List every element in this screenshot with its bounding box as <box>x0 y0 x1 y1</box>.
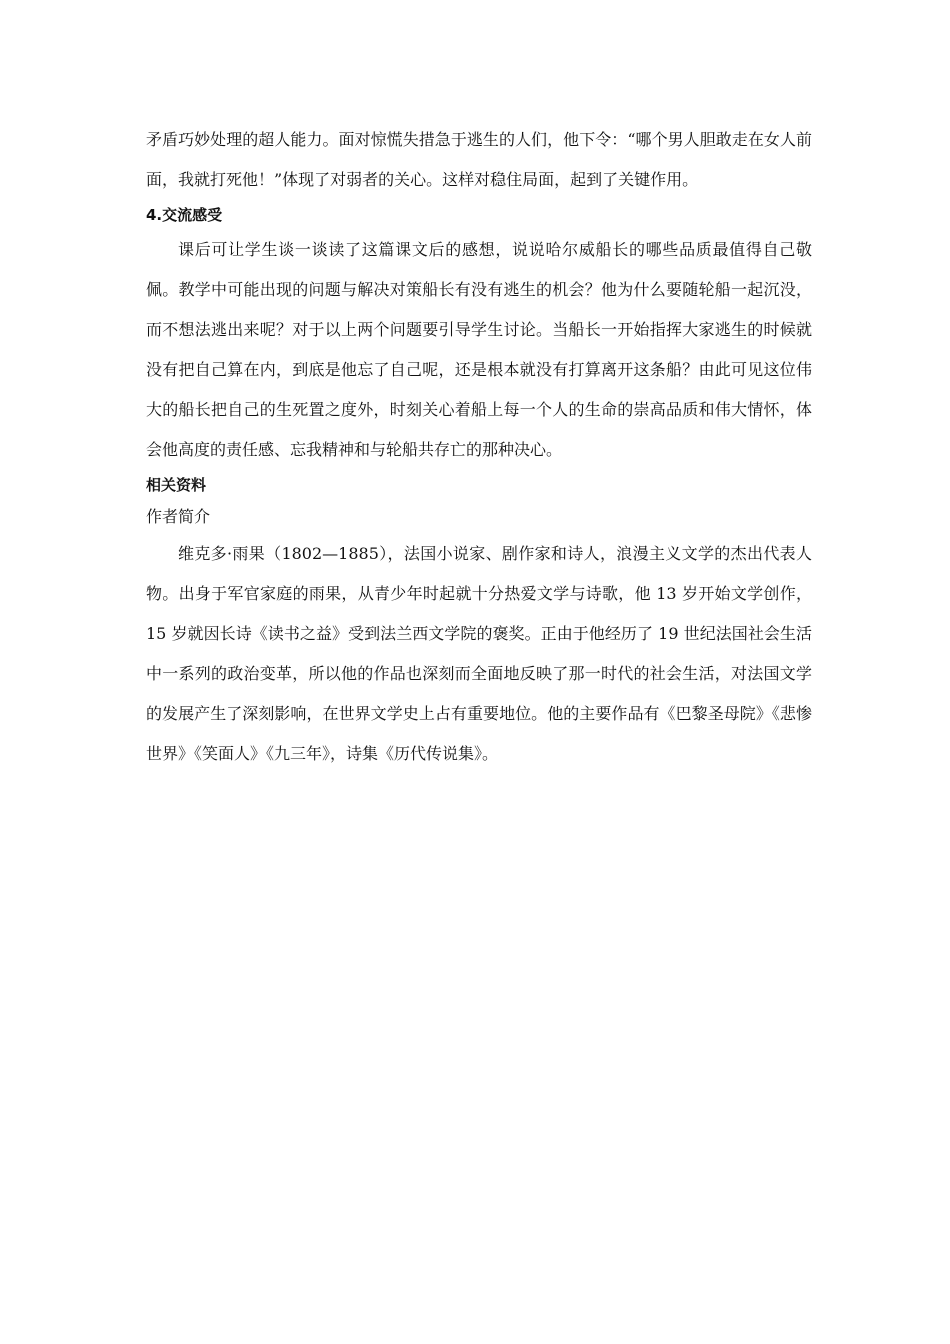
paragraph-exchange-feelings: 课后可让学生谈一谈读了这篇课文后的感想，说说哈尔威船长的哪些品质最值得自己敬佩。教学中可能出现的问题与解决对策船长有没有逃生的机会？他为什么要随轮船一起沉没，而不想法逃出来呢？对于以上两个问题要引导学生讨论。当船长一开始指挥大家逃生的时候就没有把自己算在内，到底是他忘了自己呢，还是根本就没有打算离开这条船？由此可见这位伟大的船长把自己的生死置之度外，时刻关心着船上每一个人的生命的崇高品质和伟大情怀，体会他高度的责任感、忘我精神和与轮船共存亡的那种决心。 <box>146 240 812 459</box>
document-page <box>146 120 812 774</box>
subheading-author-intro: 作者简介 <box>146 507 211 526</box>
paragraph-author-bio: 维克多·雨果（1802—1885），法国小说家、剧作家和诗人，浪漫主义文学的杰出代表人物。出身于军官家庭的雨果，从青少年时起就十分热爱文学与诗歌，他 13 岁开始文学创作，15 岁就因长诗《读书之益》受到法兰西文学院的褒奖。正由于他经历了 19 世纪法国社会生活中一系列的政治变革，所以他的作品也深刻而全面地反映了那一时代的社会生活，对法国文学的发展产生了深刻影响，在世界文学史上占有重要地位。他的主要作品有《巴黎圣母院》《悲惨世界》《笑面人》《九三年》，诗集《历代传说集》。 <box>146 544 812 763</box>
section-heading-exchange: 4.交流感受 <box>146 206 223 224</box>
section-heading-related-materials: 相关资料 <box>146 476 207 494</box>
paragraph-captain-ability: 矛盾巧妙处理的超人能力。面对惊慌失措急于逃生的人们，他下令：“哪个男人胆敢走在女人前面，我就打死他！”体现了对弱者的关心。这样对稳住局面，起到了关键作用。 <box>146 130 812 189</box>
